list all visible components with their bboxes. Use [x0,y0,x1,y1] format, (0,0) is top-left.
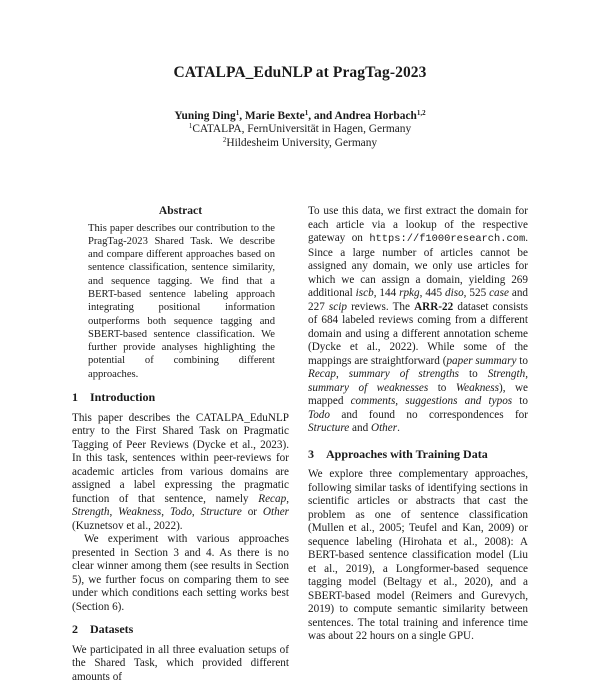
right-column [308,205,528,644]
text: to [428,381,456,394]
section-number: 2 [72,622,78,637]
separator: , and [308,110,335,122]
text: to [512,395,528,407]
text: , [191,506,201,519]
text: or [241,506,263,519]
affiliation-marker: 1 [304,109,309,117]
mapping-term: comments, suggestions and typos [350,395,513,407]
section-title: Introduction [90,390,156,405]
text: , [335,368,349,380]
section-title: Datasets [90,622,134,637]
label-term: Strength [72,506,110,519]
intro-paragraph-1 [72,412,289,534]
text: to [516,354,529,367]
text: ), we mapped [308,381,529,407]
intro-paragraph-2: We experiment with various approaches presented in Section 3 and 4. As there is no clear winner among them (see results in Section 5), we further focus on comparing them to see under which conditions each setting works best (Section 6). [72,533,289,613]
approaches-paragraph-1: We explore three complementary approaches, following similar tasks of identifying sections in scientific articles or abstracts that cast the problem as one of sentence classification (Mullen et al., 2005; Teufel and Kan, 2009) or sequence labeling (Hirohata et al., 2008): A BERT-based sentence classification model (Liu et al., 2019), a Longformer-based sequence tagging model (Beltagy et al., 2020), and a SBERT-based model (Reimers and Gurevych, 2019) to compute semantic similarity between sentences. The total training and inference time was about 22 hours on a single GPU. [308,468,528,642]
text: and found no correspondences for [329,408,528,421]
label-term: Other [370,422,398,434]
label-term: Other [262,506,290,519]
text: , [109,506,119,519]
text: , [286,492,289,505]
label-term: Todo [169,506,192,519]
domain-term: diso [445,287,464,299]
affiliation-marker: 2 [222,135,227,144]
label-term: Weakness [118,506,162,519]
author-names [0,110,600,123]
left-column [72,200,289,684]
author-name: Marie Bexte [244,110,305,122]
url-link[interactable]: https://f1000research.com [369,233,526,245]
author-block [0,110,600,150]
domain-term: scip [328,300,347,313]
text: . Since a large number of articles cannot be assigned any domain, we only use articles for which we can assign a domain, yielding 269 additional [308,232,528,299]
text: to [459,368,488,380]
mapping-term: summary of weaknesses [308,381,429,394]
text: , 525 [463,287,490,299]
section-heading [72,623,289,637]
text: and [349,422,371,434]
label-term: Recap [308,368,336,380]
text: To use this data, we first extract the domain for each article via a lookup of the respective gateway on [308,205,528,244]
affiliation-marker: 1,2 [416,109,426,117]
dataset-name: ARR-22 [414,300,454,313]
datasets-paragraph-2 [308,205,528,436]
text: , [525,368,528,380]
paper-title: CATALPA_EduNLP at PragTag-2023 [173,64,427,81]
domain-term: iscb [355,287,374,299]
text: This paper describes the CATALPA_EduNLP entry to the First Shared Task on Pragmatic Tagging of Peer Reviews (Dycke et al., 2023). In this task, sentences within peer-reviews for academic articles from various domains are assigned a label expressing the pragmatic function of that sentence, namely [72,411,289,505]
author-name: Yuning Ding [174,110,236,122]
text: and 227 [308,287,529,313]
domain-term: rpkg [399,287,420,299]
text: reviews. The [346,300,415,313]
section-heading [72,391,289,405]
text: , [161,506,170,519]
label-term: Strength [487,368,526,380]
text: , 445 [419,287,446,299]
section-title: Approaches with Training Data [326,446,488,461]
affiliation-marker: 1 [235,109,240,117]
text: dataset consists of 684 labeled reviews coming from a different domain and using a different annotation scheme (Dycke et al., 2022). While some of the mappings are straightforward ( [308,300,528,367]
label-term: Weakness [455,381,499,394]
mapping-term: summary of strengths [348,368,460,380]
text: (Kuznetsov et al., 2022). [72,519,183,532]
label-term: Structure [200,506,242,519]
affiliation-2 [0,137,600,150]
affiliation-text: Hildesheim University, Germany [226,136,378,149]
affiliation-1 [0,123,600,136]
section-heading [308,448,528,462]
abstract-heading: Abstract [158,204,203,217]
domain-term: case [489,287,509,299]
mapping-term: paper summary [446,354,517,367]
separator: , [239,110,245,122]
text: , 144 [373,287,400,299]
affiliation-text: CATALPA, FernUniversität in Hagen, Germany [192,123,412,136]
datasets-paragraph-1: We participated in all three evaluation setups of the Shared Task, which provided different amounts of [72,643,289,683]
section-number: 3 [308,446,314,461]
section-number: 1 [72,390,78,405]
text: . [397,422,400,434]
author-name: Andrea Horbach [334,110,417,122]
label-term: Structure [308,422,350,434]
label-term: Recap [258,492,287,505]
label-term: Todo [308,408,330,421]
abstract-text: This paper describes our contribution to the PragTag-2023 Shared Task. We describe and compare different approaches based on sentence classification, sentence similarity, and sequence tagging. We find that a BERT-based sentence labeling approach integrating positional information outperforms both sequence tagging and SBERT-based sentence classification. We further provide analyses highlighting the potential of combining different approaches. [88,222,275,380]
affiliation-marker: 1 [188,122,193,131]
